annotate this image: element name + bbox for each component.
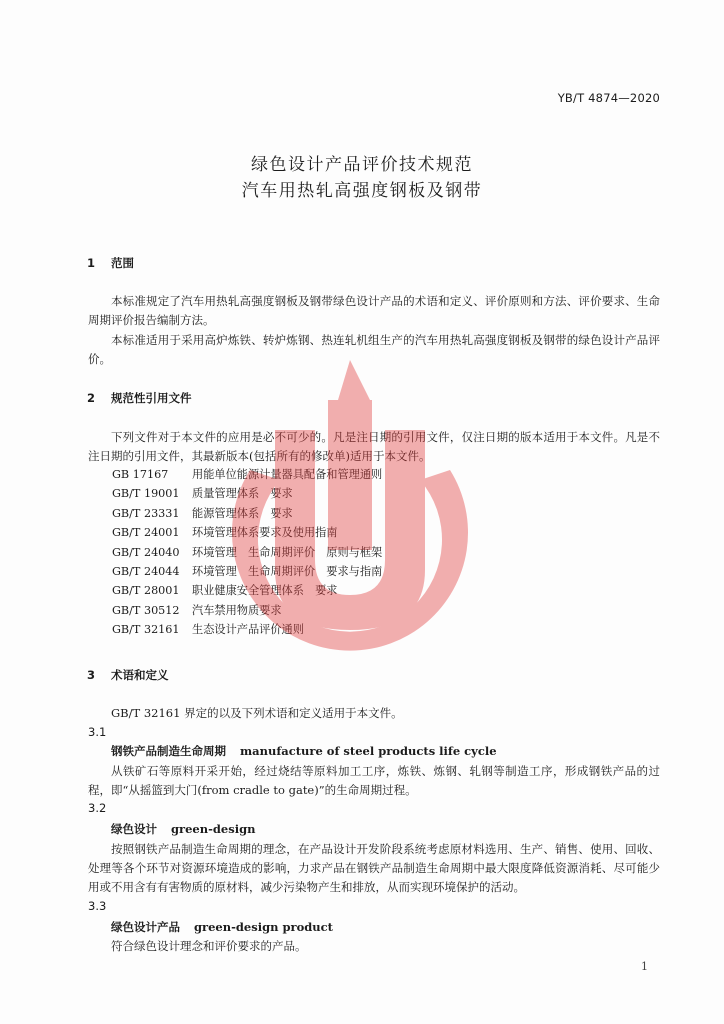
reference-code: GB/T 24040 (112, 545, 180, 559)
clause-number: 3.1 (88, 725, 107, 739)
section-3-intro: GB/T 32161 界定的以及下列术语和定义适用于本文件。 (111, 706, 403, 720)
term-definition: 从铁矿石等原料开采开始，经过烧结等原料加工工序，炼铁、炼钢、轧钢等制造工序，形成钢铁产品的过程，即“从摇篮到大门(from cradle to gate)”的生命周期过程。 (88, 764, 660, 797)
reference-title: 质量管理体系 要求 (192, 487, 293, 501)
section-2-number: 2 (87, 391, 96, 405)
normative-references-list (112, 465, 382, 640)
reference-code: GB 17167 (112, 468, 169, 481)
reference-item (112, 581, 382, 600)
reference-code: GB/T 30512 (112, 603, 180, 617)
standard-code: YB/T 4874—2020 (557, 91, 660, 105)
section-1-title: 范围 (111, 256, 135, 270)
reference-code: GB/T 32161 (112, 623, 180, 637)
section-3-title: 术语和定义 (111, 668, 169, 682)
reference-item (112, 562, 382, 581)
term-en: green-design (171, 822, 256, 836)
term-en: manufacture of steel products life cycle (240, 744, 497, 758)
term-heading (111, 821, 255, 837)
reference-title: 汽车禁用物质要求 (192, 603, 282, 617)
reference-code: GB/T 24044 (112, 565, 180, 579)
page-number: 1 (641, 960, 648, 973)
term-heading (111, 743, 497, 759)
reference-title: 职业健康安全管理体系 要求 (192, 584, 338, 598)
reference-title: 生态设计产品评价通则 (192, 623, 304, 637)
term-zh: 钢铁产品制造生命周期 (111, 744, 226, 758)
section-2-title: 规范性引用文件 (111, 391, 192, 405)
section-2-heading (87, 390, 192, 406)
section-3-heading (87, 667, 169, 683)
section-1-paragraph-2: 本标准适用于采用高炉炼铁、转炉炼钢、热连轧机组生产的汽车用热轧高强度钢板及钢带的绿色设计产品评价。 (88, 333, 660, 366)
reference-code: GB/T 19001 (112, 487, 180, 501)
reference-item (112, 543, 382, 562)
section-1-number: 1 (87, 256, 96, 270)
reference-title: 能源管理体系 要求 (192, 506, 293, 520)
reference-item (112, 465, 382, 484)
clause-number: 3.2 (88, 801, 107, 815)
reference-item (112, 601, 382, 620)
document-title-line-2: 汽车用热轧高强度钢板及钢带 (241, 181, 483, 201)
reference-code: GB/T 24001 (112, 526, 180, 540)
reference-code: GB/T 28001 (112, 584, 180, 598)
term-definition: 符合绿色设计理念和评价要求的产品。 (111, 939, 307, 953)
section-1-heading (87, 255, 134, 271)
term-heading (111, 919, 333, 935)
term-definition: 按照钢铁产品制造生命周期的理念，在产品设计开发阶段系统考虑原材料选用、生产、销售、使用、回收、处理等各个环节对资源环境造成的影响，力求产品在钢铁产品制造生命周期中最大限度降低资源消耗、尽可能少用或不用含有有害物质的原材料，减少污染物产生和排放，从而实现环境保护的活动。 (88, 842, 660, 894)
reference-item (112, 620, 382, 639)
section-3-number: 3 (87, 668, 96, 682)
reference-code: GB/T 23331 (112, 506, 180, 520)
section-1-paragraph-1: 本标准规定了汽车用热轧高强度钢板及钢带绿色设计产品的术语和定义、评价原则和方法、评价要求、生命周期评价报告编制方法。 (88, 294, 660, 327)
term-zh: 绿色设计产品 (111, 920, 180, 934)
reference-item (112, 523, 382, 542)
reference-title: 环境管理 生命周期评价 要求与指南 (192, 565, 383, 579)
reference-item (112, 504, 382, 523)
reference-title: 环境管理体系要求及使用指南 (192, 526, 338, 540)
reference-title: 用能单位能源计量器具配备和管理通则 (192, 468, 383, 481)
reference-item (112, 484, 382, 503)
document-title-line-1: 绿色设计产品评价技术规范 (251, 155, 473, 175)
section-2-paragraph: 下列文件对于本文件的应用是必不可少的。凡是注日期的引用文件，仅注日期的版本适用于本文件。凡是不注日期的引用文件，其最新版本(包括所有的修改单)适用于本文件。 (88, 430, 660, 463)
reference-title: 环境管理 生命周期评价 原则与框架 (192, 545, 383, 559)
term-zh: 绿色设计 (111, 822, 157, 836)
term-en: green-design product (194, 920, 333, 934)
clause-number: 3.3 (88, 899, 107, 913)
